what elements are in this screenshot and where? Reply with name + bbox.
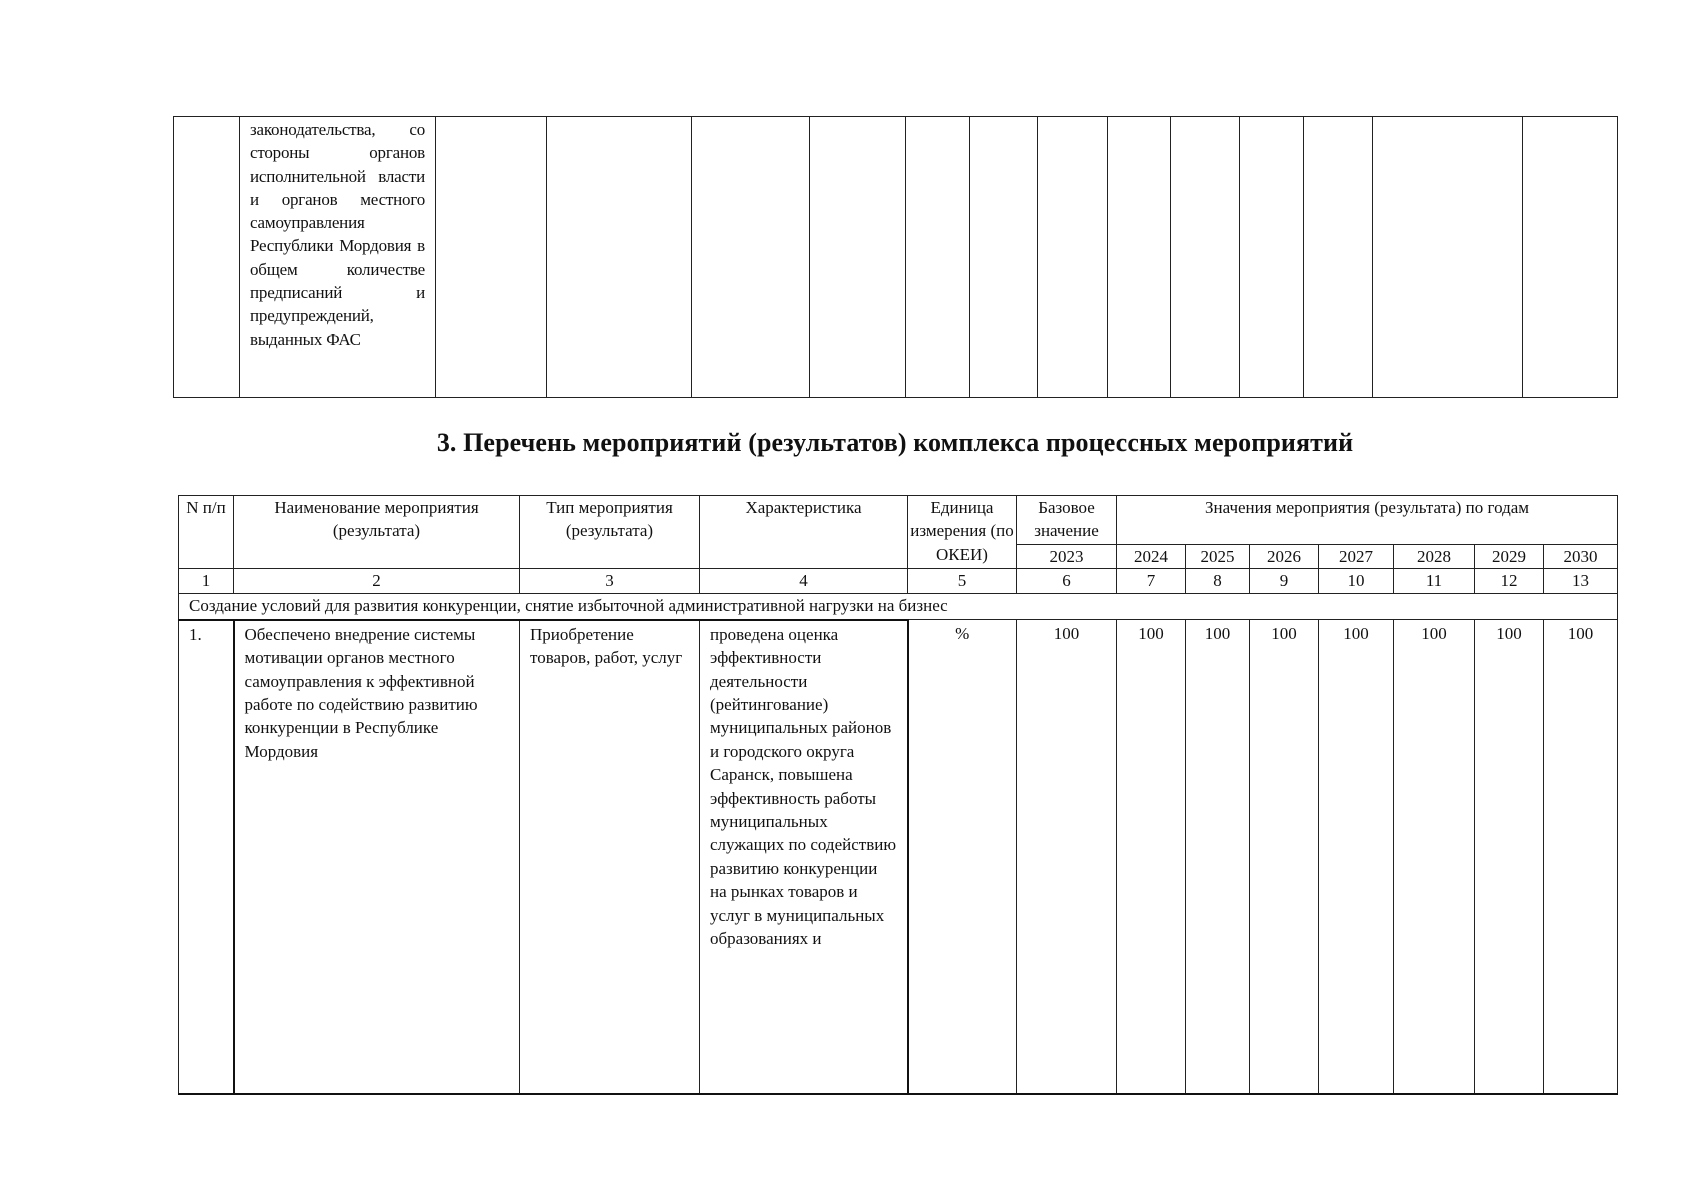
row-characteristic: проведена оценка эффективности деятельности (рейтингование) муниципальных районов и городского округа Саранск, повышена эффективность работы муниципальных служащих по содействию развитию конкуренции на рынках товаров и услуг в муниципальных образованиях и <box>700 620 908 1094</box>
column-number: 10 <box>1319 569 1394 593</box>
header-characteristic: Характеристика <box>700 496 908 569</box>
header-name: Наименование мероприятия (результата) <box>234 496 520 569</box>
continuation-table <box>173 116 1618 398</box>
row-value: 100 <box>1394 620 1475 1094</box>
row-type: Приобретение товаров, работ, услуг <box>520 620 700 1094</box>
header-unit: Единица измерения (по ОКЕИ) <box>908 496 1017 569</box>
header-num: N п/п <box>179 496 234 569</box>
column-number: 2 <box>234 569 520 593</box>
continuation-row <box>174 117 1618 398</box>
column-number: 12 <box>1475 569 1544 593</box>
row-unit: % <box>908 620 1017 1094</box>
column-number-row <box>179 569 1618 593</box>
row-num: 1. <box>179 620 234 1094</box>
column-number: 13 <box>1544 569 1618 593</box>
row-value: 100 <box>1186 620 1250 1094</box>
measures-table <box>178 495 1618 1095</box>
row-value: 100 <box>1319 620 1394 1094</box>
column-number: 6 <box>1017 569 1117 593</box>
group-row <box>179 593 1618 620</box>
column-number: 8 <box>1186 569 1250 593</box>
header-year: 2027 <box>1319 545 1394 569</box>
column-number: 5 <box>908 569 1017 593</box>
header-year: 2030 <box>1544 545 1618 569</box>
column-number: 7 <box>1117 569 1186 593</box>
header-year: 2029 <box>1475 545 1544 569</box>
header-year: 2024 <box>1117 545 1186 569</box>
section-title: 3. Перечень мероприятий (результатов) комплекса процессных мероприятий <box>436 428 1354 457</box>
column-number: 11 <box>1394 569 1475 593</box>
row-value: 100 <box>1250 620 1319 1094</box>
column-number: 4 <box>700 569 908 593</box>
table-row <box>179 620 1618 1094</box>
header-type: Тип мероприятия (результата) <box>520 496 700 569</box>
column-number: 9 <box>1250 569 1319 593</box>
column-number: 1 <box>179 569 234 593</box>
row-value: 100 <box>1117 620 1186 1094</box>
row-value: 100 <box>1475 620 1544 1094</box>
column-number: 3 <box>520 569 700 593</box>
header-year: 2026 <box>1250 545 1319 569</box>
row-name: Обеспечено внедрение системы мотивации органов местного самоуправления к эффективной работе по содействию развитию конкуренции в Республике Мордовия <box>234 620 520 1094</box>
continuation-text: законодательства, со стороны органов исполнительной власти и органов местного самоуправления Республики Мордовия в общем количестве предписаний и предупреждений, выданных ФАС <box>240 117 436 398</box>
header-base: Базовое значение <box>1017 496 1117 545</box>
header-row <box>179 496 1618 545</box>
header-year: 2028 <box>1394 545 1475 569</box>
group-title: Создание условий для развития конкуренции, снятие избыточной административной нагрузки на бизнес <box>179 593 1618 620</box>
row-base: 100 <box>1017 620 1117 1094</box>
header-values-by-year: Значения мероприятия (результата) по годам <box>1117 496 1618 545</box>
header-year: 2025 <box>1186 545 1250 569</box>
row-value: 100 <box>1544 620 1618 1094</box>
header-base-year: 2023 <box>1017 545 1117 569</box>
